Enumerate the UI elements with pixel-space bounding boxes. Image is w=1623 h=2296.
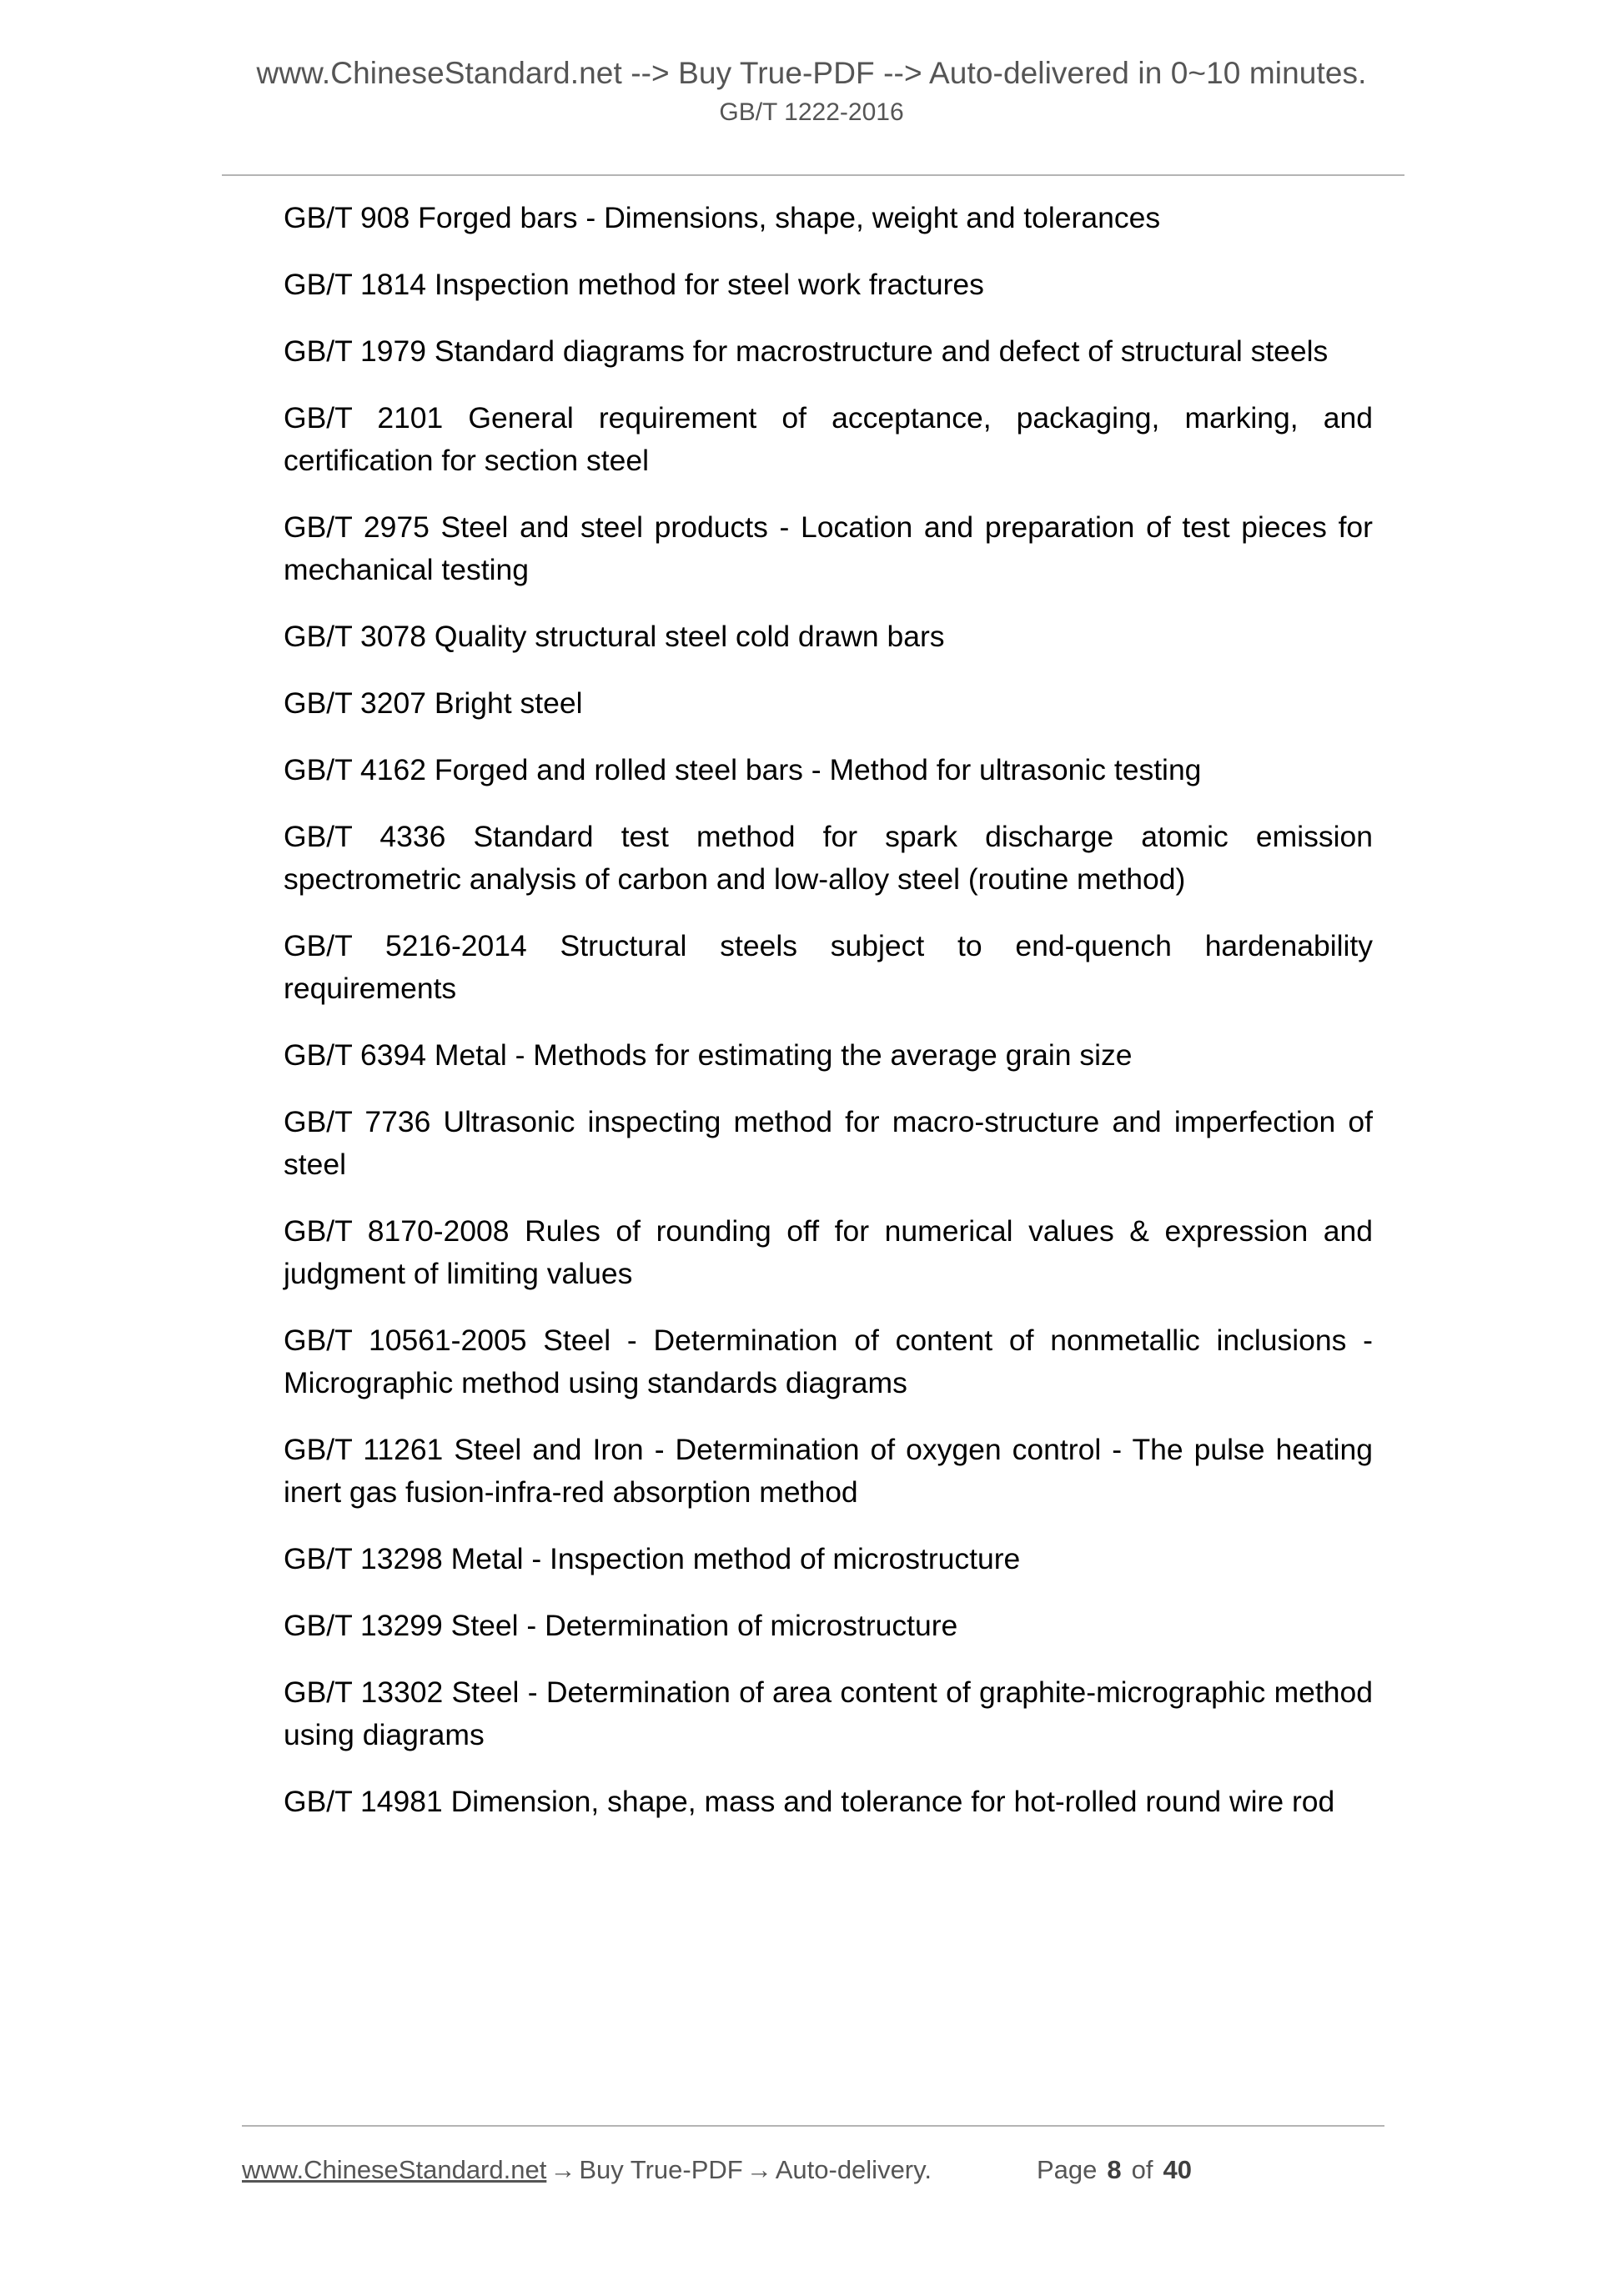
reference-paragraph: GB/T 5216-2014 Structural steels subject to end-quench hardenability requirements bbox=[284, 929, 1373, 1005]
footer-delivery-label: Auto-delivery. bbox=[775, 2155, 932, 2184]
footer-arrow-2-icon: → bbox=[746, 2155, 772, 2184]
reference-paragraph: GB/T 908 Forged bars - Dimensions, shape, weight and tolerances bbox=[284, 201, 1161, 234]
reference-paragraph: GB/T 7736 Ultrasonic inspecting method for macro-structure and imperfection of steel bbox=[284, 1105, 1373, 1181]
reference-paragraph: GB/T 8170-2008 Rules of rounding off for numerical values & expression and judgment of limiting values bbox=[284, 1214, 1373, 1290]
reference-paragraph: GB/T 4336 Standard test method for spark discharge atomic emission spectrometric analysis of carbon and low-alloy steel (routine method) bbox=[284, 820, 1373, 896]
reference-paragraph: GB/T 4162 Forged and rolled steel bars - Method for ultrasonic testing bbox=[284, 753, 1202, 786]
reference-paragraph: GB/T 3078 Quality structural steel cold drawn bars bbox=[284, 620, 945, 653]
footer-divider bbox=[242, 2125, 1384, 2127]
reference-paragraph: GB/T 13298 Metal - Inspection method of microstructure bbox=[284, 1542, 1021, 1575]
total-page-number: 40 bbox=[1163, 2155, 1192, 2184]
footer-arrow-1-icon: → bbox=[550, 2155, 576, 2184]
footer-promo bbox=[242, 2154, 932, 2187]
header-promo-text: www.ChineseStandard.net --> Buy True-PDF --> Auto-delivered in 0~10 minutes. bbox=[256, 56, 1367, 90]
reference-paragraph: GB/T 1814 Inspection method for steel work fractures bbox=[284, 268, 984, 301]
reference-paragraph: GB/T 10561-2005 Steel - Determination of content of nonmetallic inclusions - Micrographic method using standards diagrams bbox=[284, 1324, 1373, 1399]
footer-buy-label: Buy True-PDF bbox=[579, 2155, 743, 2184]
reference-paragraph: GB/T 1979 Standard diagrams for macrostructure and defect of structural steels bbox=[284, 334, 1329, 368]
page-indicator bbox=[1037, 2154, 1192, 2187]
reference-paragraph: GB/T 13299 Steel - Determination of microstructure bbox=[284, 1609, 958, 1642]
current-page-number: 8 bbox=[1107, 2155, 1122, 2184]
page-header bbox=[0, 55, 1623, 128]
reference-paragraph: GB/T 11261 Steel and Iron - Determination of oxygen control - The pulse heating inert gas fusion-infra-red absorption method bbox=[284, 1433, 1373, 1509]
reference-paragraph: GB/T 6394 Metal - Methods for estimating the average grain size bbox=[284, 1038, 1133, 1072]
reference-paragraph: GB/T 13302 Steel - Determination of area content of graphite-micrographic method using diagrams bbox=[284, 1676, 1373, 1751]
reference-paragraph: GB/T 2975 Steel and steel products - Location and preparation of test pieces for mechanical testing bbox=[284, 510, 1373, 586]
of-word: of bbox=[1131, 2155, 1153, 2184]
page-word: Page bbox=[1036, 2155, 1098, 2184]
page-footer bbox=[242, 2154, 1384, 2187]
header-divider bbox=[222, 174, 1404, 176]
reference-paragraph: GB/T 14981 Dimension, shape, mass and tolerance for hot-rolled round wire rod bbox=[284, 1785, 1335, 1818]
footer-website-link[interactable]: www.ChineseStandard.net bbox=[242, 2155, 547, 2184]
header-standard-code: GB/T 1222-2016 bbox=[719, 98, 904, 127]
reference-paragraph: GB/T 2101 General requirement of acceptance, packaging, marking, and certification for section steel bbox=[284, 401, 1373, 477]
normative-references-list bbox=[284, 197, 1373, 1847]
reference-paragraph: GB/T 3207 Bright steel bbox=[284, 686, 583, 720]
